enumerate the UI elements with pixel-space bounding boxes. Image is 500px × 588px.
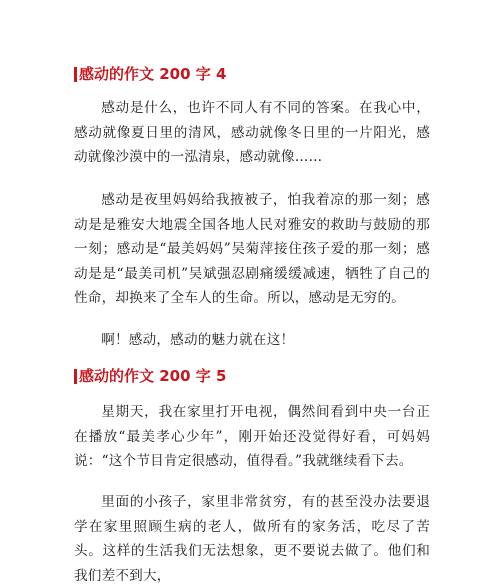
heading-marker [74, 67, 77, 82]
paragraph: 星期天，我在家里打开电视，偶然间看到中央一台正在播放“最美孝心少年”，刚开始还没觉得好看，可妈妈说：“这个节目肯定很感动，值得看。”我就继续看下去。 [74, 404, 430, 470]
section-heading-4 [74, 64, 226, 84]
paragraph: 感动是夜里妈妈给我掖被子，怕我着凉的那一刻；感动是是雅安大地震全国各地人民对雅安的救助与鼓励的那一刻；感动是“最美妈妈”吴菊萍接住孩子爱的那一刻；感动是是“最美司机”吴斌强忍剧痛缓缓减速，牺牲了自己的性命，却换来了全车人的生命。所以，感动是无穷的。 [74, 192, 430, 307]
section-heading-text: 感动的作文 200 字 5 [79, 367, 227, 385]
paragraph: 里面的小孩子，家里非常贫穷，有的甚至没办法要退学在家里照顾生病的老人，做所有的家务活，吃尽了苦头。这样的生活我们无法想象，更不要说去做了。他们和我们差不到大， [74, 494, 430, 584]
section-heading-5 [74, 366, 226, 386]
section-heading-text: 感动的作文 200 字 4 [79, 65, 227, 83]
paragraph: 啊！感动，感动的魅力就在这！ [101, 332, 295, 348]
paragraph: 感动是什么，也许不同人有不同的答案。在我心中，感动就像夏日里的清风，感动就像冬日里的一片阳光，感动就像沙漠中的一泓清泉，感动就像…… [74, 100, 430, 166]
heading-marker [74, 369, 77, 384]
